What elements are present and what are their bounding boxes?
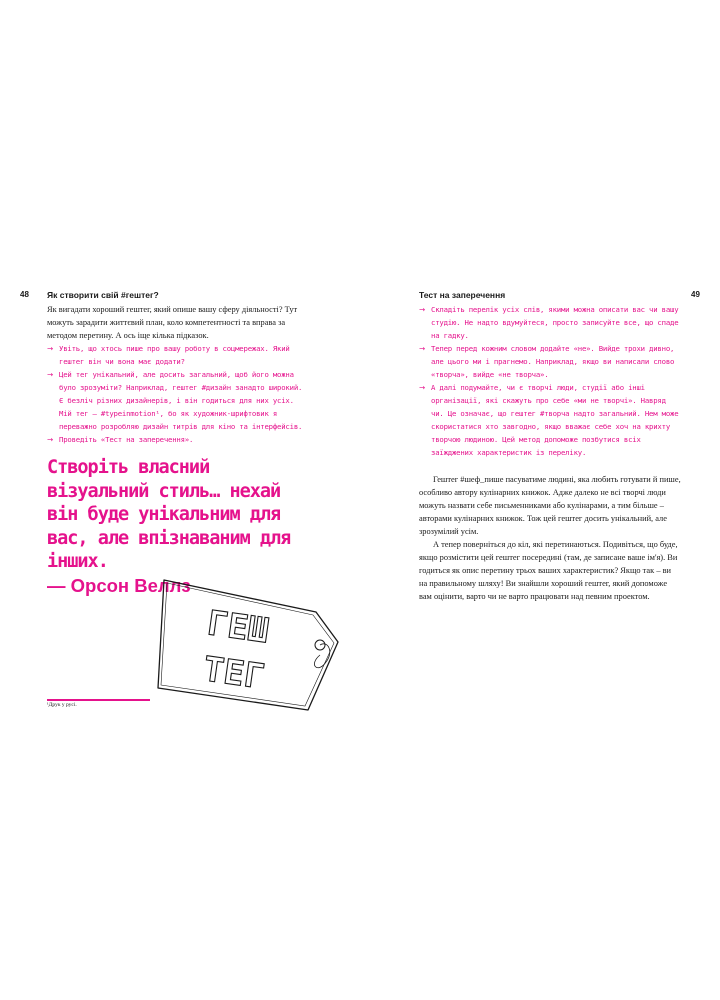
- right-page-heading: Тест на заперечення: [419, 290, 506, 300]
- footnote: ¹Друк у русі.: [47, 702, 77, 708]
- quote-text: Створіть власний візуальний стиль… нехай він буде унікальним для вас, але впізнаваним для інших.: [47, 457, 291, 572]
- tag-text-line2: ТЕГ: [200, 649, 268, 698]
- left-page-heading: Як створити свій #гештег?: [47, 290, 159, 300]
- arrow-icon: →: [419, 305, 425, 314]
- arrow-icon: →: [47, 370, 53, 379]
- left-intro-paragraph: Як вигадати хороший гештег, який опише вашу сферу діяльності? Тут можуть зарадити життєвий план, коло компетентності та вправа за методом перетину. А ось іще кілька підказок.: [47, 305, 298, 340]
- step-item: → Складіть перелік усіх слів, якими можна описати вас чи вашу студію. Не надто вдумуйтеся, просто записуйте все, що спаде на гадку.: [419, 305, 679, 340]
- hashtag-tag-illustration: [148, 570, 348, 720]
- quote-author: — Орсон Веллз: [47, 574, 191, 596]
- tip-item: → Цей тег унікальний, але досить загальний, щоб його можна було зрозуміти? Наприклад, гештег #дизайн занадто широкий. Є безліч різних дизайнерів, і він годиться для них усіх. Мій тег — #typeinmotion¹, бо як художник-шрифтовик я переважно розробляю дизайн титрів для кіно та інтерфейсів.: [47, 370, 303, 431]
- tag-text-line1: ГЕШ: [204, 603, 272, 652]
- arrow-icon: →: [419, 344, 425, 353]
- tips-list: [47, 342, 305, 446]
- footnote-rule: [47, 699, 150, 701]
- right-text-column: [419, 303, 681, 603]
- right-paragraph-1: Гештег #шеф_пише пасуватиме людині, яка любить готувати й пише, особливо автору кулінарних книжок. Адже далеко не всі творчі люди можуть назвати себе письменниками або кулінарами, а тим більше – авторами кулінарних книжок. Тож цей гештег досить унікальний, але зрозумілий усім.: [419, 475, 681, 536]
- tip-item: → Увіть, що хтось пише про вашу роботу в соцмережах. Який гештег він чи вона має додати?: [47, 344, 290, 366]
- arrow-icon: →: [47, 435, 53, 444]
- arrow-icon: →: [419, 383, 425, 392]
- right-paragraph-2: А тепер поверніться до кіл, які перетинаються. Подивіться, що буде, якщо розмістити цей гештег посередині (там, де записане ваше ім'я). Ви годиться як опис перетину трьох ваших характеристик? Якщо так – ви на правильному шляху! Ви знайшли хороший гештег, який допоможе вам оцінити, варто чи не варто працювати над певним проектом.: [419, 540, 678, 601]
- tip-item: → Проведіть «Тест на заперечення».: [47, 435, 194, 444]
- right-page-number: 49: [691, 290, 700, 299]
- step-item: → А далі подумайте, чи є творчі люди, студії або інші організації, які скажуть про себе «ми не творчі». Навряд чи. Це означає, що гештег #творча надто загальний. Нем може скористатися хто завгодно, якщо вважає себе хоч на крихту творчою людиною. Цей метод допоможе позбутися всіх заїжджених характеристик із переліку.: [419, 383, 679, 457]
- left-text-column: [47, 303, 305, 446]
- steps-list: [419, 303, 681, 459]
- arrow-icon: →: [47, 344, 53, 353]
- left-page-number: 48: [20, 290, 29, 299]
- step-item: → Тепер перед кожним словом додайте «не». Вийде трохи дивно, але цього ми і прагнемо. Наприклад, якщо ви написали слово «творча», вийде «не творча».: [419, 344, 675, 379]
